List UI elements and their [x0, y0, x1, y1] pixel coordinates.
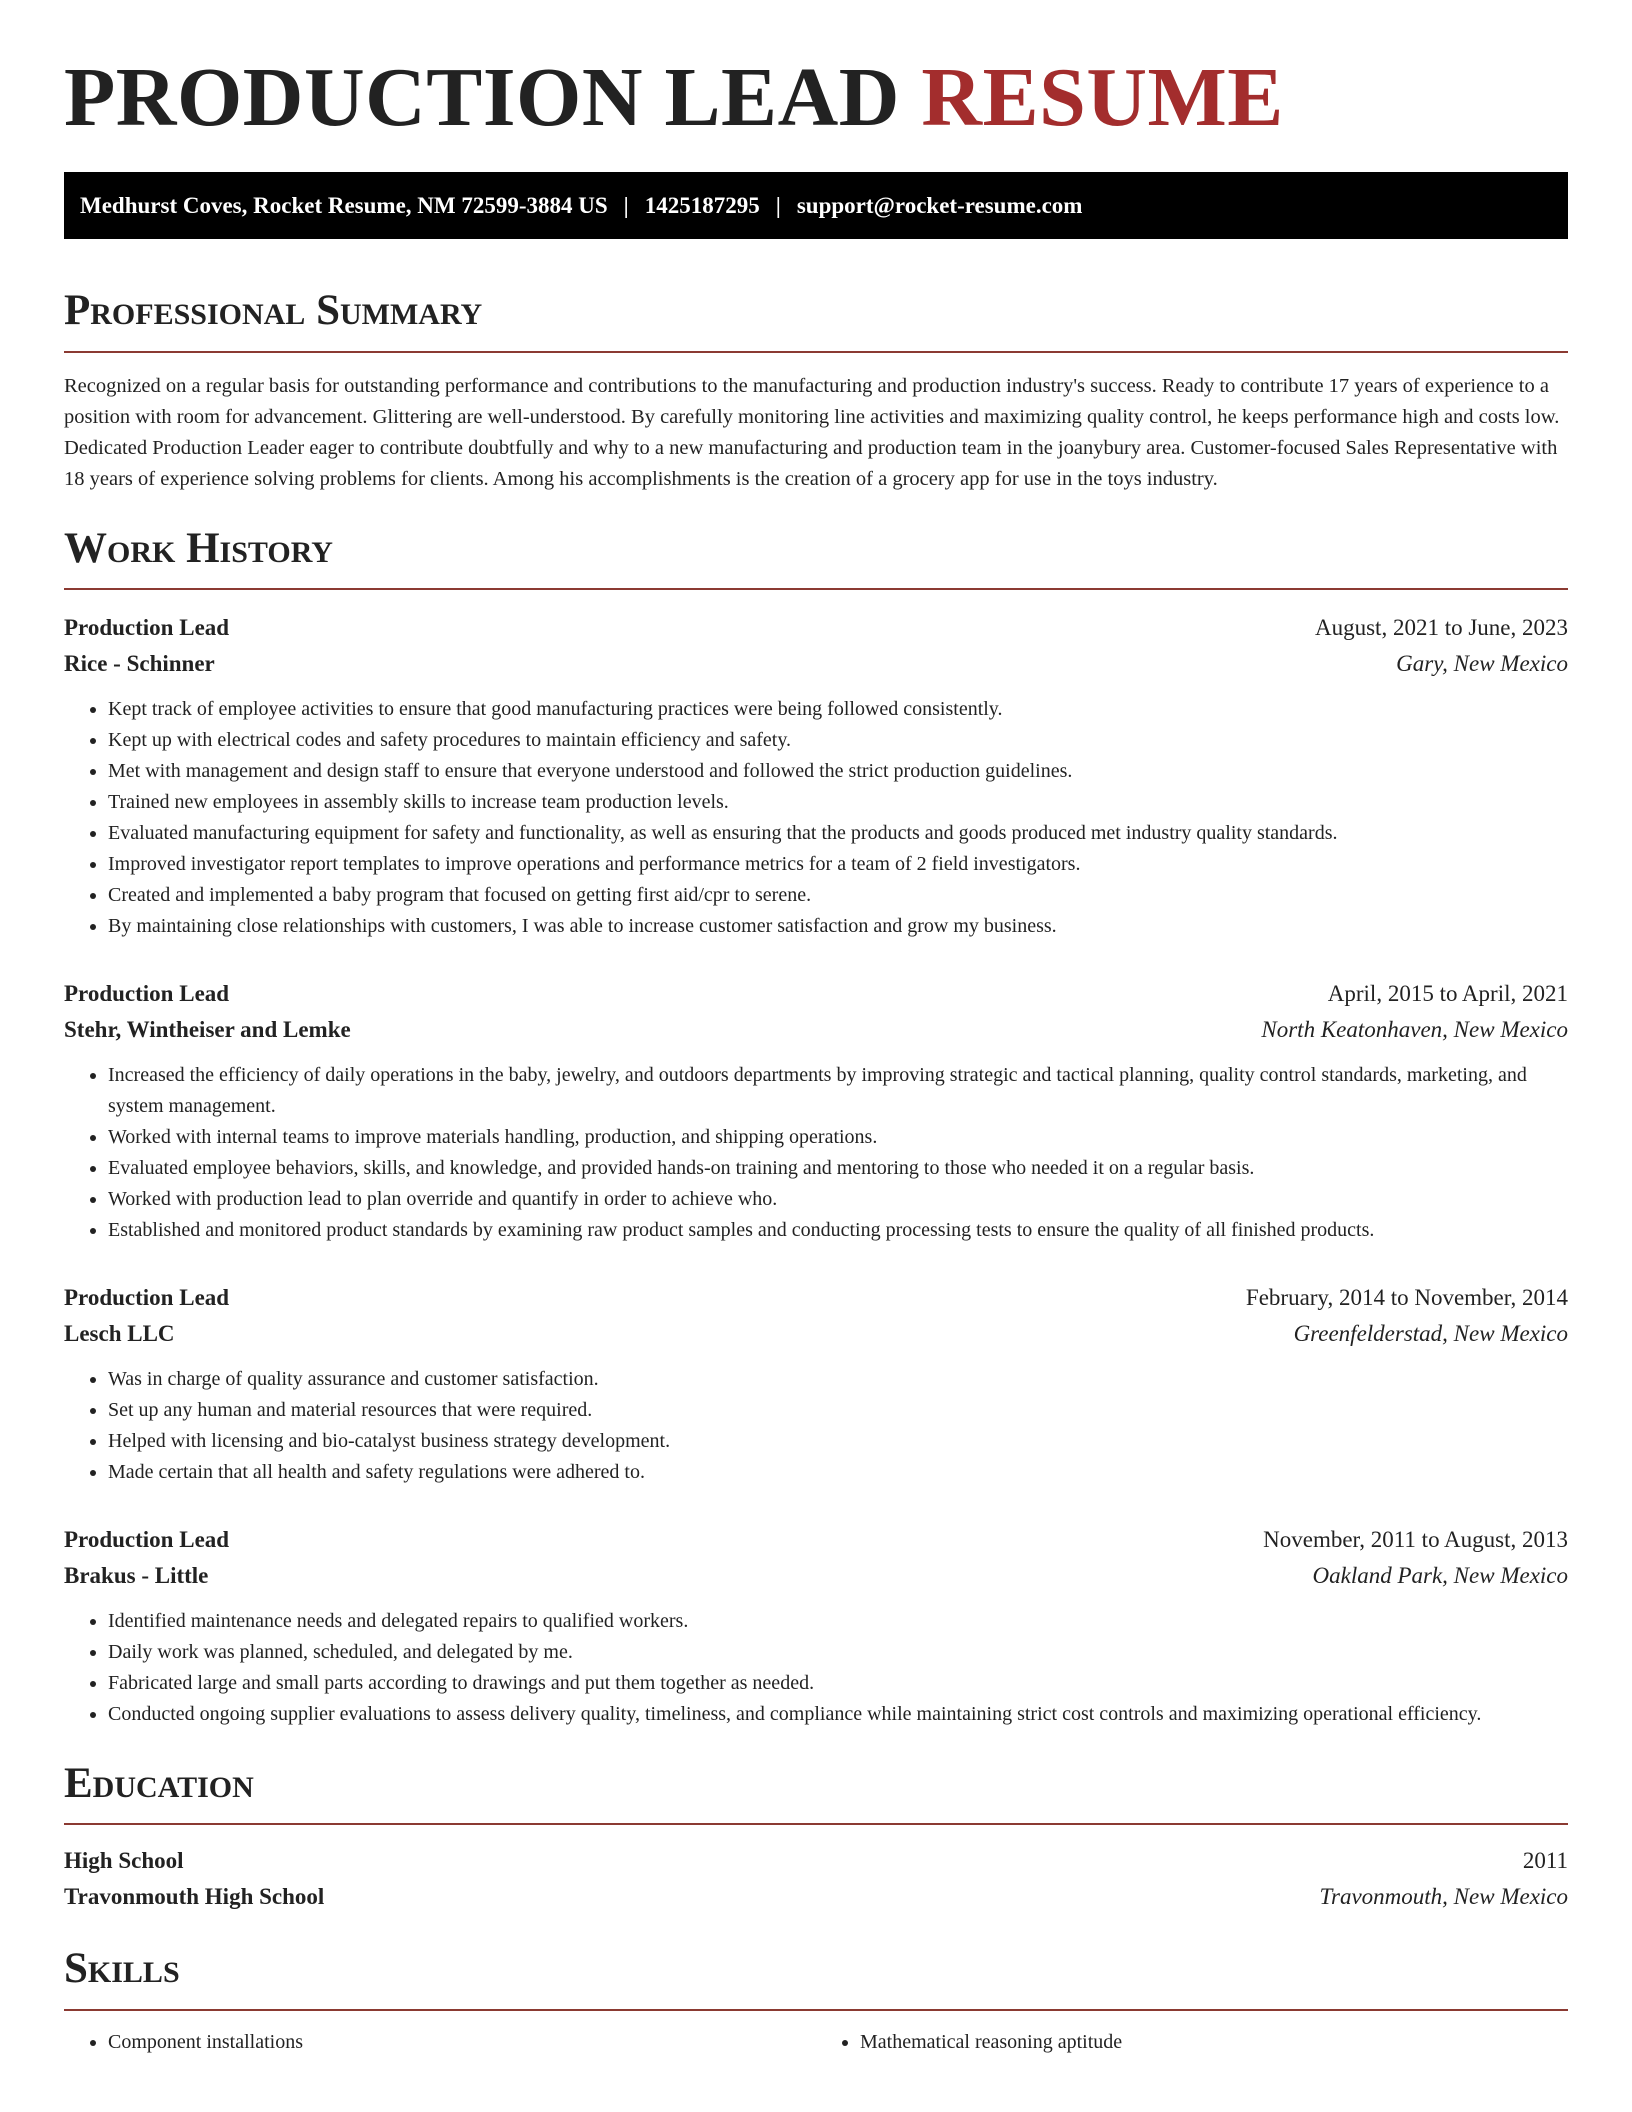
contact-bar: [64, 172, 1568, 239]
job-company: Brakus - Little: [64, 1562, 209, 1588]
education-year: 2011: [1522, 1848, 1568, 1874]
job-bullet: • Worked with production lead to plan override and quantify in order to achieve who.: [108, 1184, 1568, 1215]
job-bullet: • Set up any human and material resources that were required.: [108, 1395, 1568, 1426]
job-title: Production Lead: [64, 1526, 230, 1552]
contact-separator: |: [623, 192, 629, 218]
job-bullet: • Evaluated manufacturing equipment for safety and functionality, as well as ensuring that the products and goods produced met industry quality standards.: [108, 818, 1568, 849]
job-entry: [64, 1522, 1568, 1730]
section-heading-education: Education: [64, 1759, 254, 1807]
job-dates: August, 2021 to June, 2023: [1315, 614, 1568, 640]
title-main: PRODUCTION LEAD: [64, 51, 900, 144]
education-entry: [64, 1843, 1568, 1915]
contact-phone: 1425187295: [644, 192, 760, 218]
job-bullet: • Evaluated employee behaviors, skills, and knowledge, and provided hands-on training and mentoring to those who needed it on a regular basis.: [108, 1153, 1568, 1184]
job-bullet: • Daily work was planned, scheduled, and delegated by me.: [108, 1637, 1568, 1668]
title-accent: RESUME: [921, 51, 1284, 144]
summary-text: Recognized on a regular basis for outstanding performance and contributions to the manufacturing and production industry's success. Ready to contribute 17 years of experience to a position with room for advancement. Glittering are well-understood. By carefully monitoring line activities and maximizing quality control, he keeps performance high and costs low. Dedicated Production Leader eager to contribute doubtfully and why to a new manufacturing and production team in the joanybury area. Customer-focused Sales Representative with 18 years of experience solving problems for clients. Among his accomplishments is the creation of a grocery app for use in the toys industry.: [64, 374, 1560, 490]
section-divider: [64, 351, 1568, 353]
job-bullets: [64, 1606, 1568, 1730]
job-bullet: • Met with management and design staff to ensure that everyone understood and followed the strict production guidelines.: [108, 756, 1568, 787]
job-bullet: • Was in charge of quality assurance and customer satisfaction.: [108, 1364, 1568, 1395]
job-dates: November, 2011 to August, 2013: [1263, 1526, 1568, 1552]
job-bullet: • Made certain that all health and safety regulations were adhered to.: [108, 1457, 1568, 1488]
job-bullet: • Improved investigator report templates to improve operations and performance metrics for a team of 2 field investigators.: [108, 849, 1568, 880]
job-bullet: • Created and implemented a baby program that focused on getting first aid/cpr to serene.: [108, 880, 1568, 911]
skills-list: [64, 2027, 1568, 2058]
job-title: Production Lead: [64, 980, 230, 1006]
job-bullet: • By maintaining close relationships with customers, I was able to increase customer satisfaction and grow my business.: [108, 911, 1568, 942]
job-bullet: • Increased the efficiency of daily operations in the baby, jewelry, and outdoors departments by improving strategic and tactical planning, quality control standards, marketing, and system management.: [108, 1060, 1568, 1122]
job-bullet: • Helped with licensing and bio-catalyst business strategy development.: [108, 1426, 1568, 1457]
skill-item: • Component installations: [108, 2027, 816, 2058]
job-location: Greenfelderstad, New Mexico: [1293, 1320, 1568, 1346]
section-divider: [64, 588, 1568, 590]
job-entry: [64, 976, 1568, 1246]
job-entry: [64, 610, 1568, 942]
job-entry: [64, 1280, 1568, 1488]
job-title: Production Lead: [64, 1284, 230, 1310]
skills-column-right: [816, 2027, 1568, 2058]
contact-address: Medhurst Coves, Rocket Resume, NM 72599-3884 US: [80, 192, 608, 218]
job-bullet: • Identified maintenance needs and delegated repairs to qualified workers.: [108, 1606, 1568, 1637]
job-dates: April, 2015 to April, 2021: [1327, 980, 1568, 1006]
education-school: Travonmouth High School: [64, 1884, 325, 1910]
section-divider: [64, 2009, 1568, 2011]
education-location: Travonmouth, New Mexico: [1319, 1884, 1568, 1910]
section-heading-skills: Skills: [64, 1945, 180, 1993]
contact-separator: |: [775, 192, 781, 218]
job-location: Gary, New Mexico: [1396, 650, 1568, 676]
job-title: Production Lead: [64, 614, 230, 640]
job-bullets: [64, 694, 1568, 942]
section-heading-work-history: Work History: [64, 524, 333, 572]
section-heading-summary: Professional Summary: [64, 287, 483, 335]
skill-item: • Mathematical reasoning aptitude: [860, 2027, 1568, 2058]
job-bullet: • Fabricated large and small parts according to drawings and put them together as needed.: [108, 1668, 1568, 1699]
job-company: Stehr, Wintheiser and Lemke: [64, 1016, 351, 1042]
education-degree: High School: [64, 1848, 184, 1874]
contact-email: support@rocket-resume.com: [796, 192, 1083, 218]
job-bullet: • Kept track of employee activities to ensure that good manufacturing practices were being followed consistently.: [108, 694, 1568, 725]
resume-title: [64, 52, 1568, 144]
job-bullets: [64, 1060, 1568, 1246]
job-location: Oakland Park, New Mexico: [1312, 1562, 1568, 1588]
job-company: Rice - Schinner: [64, 650, 215, 676]
job-bullet: • Kept up with electrical codes and safety procedures to maintain efficiency and safety.: [108, 725, 1568, 756]
job-dates: February, 2014 to November, 2014: [1245, 1284, 1568, 1310]
section-divider: [64, 1823, 1568, 1825]
job-bullet: • Conducted ongoing supplier evaluations to assess delivery quality, timeliness, and compliance while maintaining strict cost controls and maximizing operational efficiency.: [108, 1699, 1568, 1730]
job-bullets: [64, 1364, 1568, 1488]
job-company: Lesch LLC: [64, 1320, 175, 1346]
job-bullet: • Trained new employees in assembly skills to increase team production levels.: [108, 787, 1568, 818]
job-bullet: • Established and monitored product standards by examining raw product samples and conducting processing tests to ensure the quality of all finished products.: [108, 1215, 1568, 1246]
job-location: North Keatonhaven, New Mexico: [1261, 1016, 1568, 1042]
job-bullet: • Worked with internal teams to improve materials handling, production, and shipping operations.: [108, 1122, 1568, 1153]
skills-column-left: [64, 2027, 816, 2058]
